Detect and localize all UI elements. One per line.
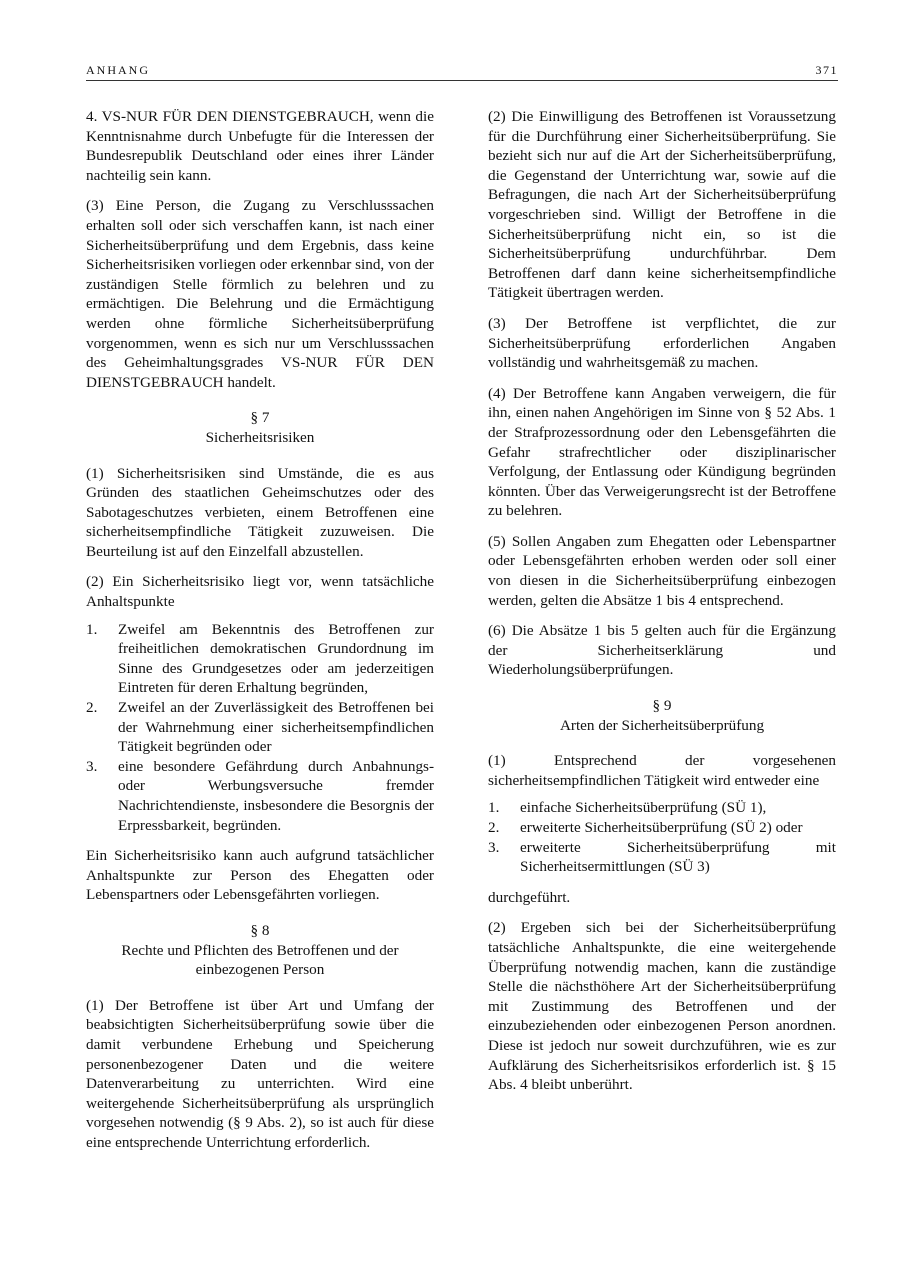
header-section-title: ANHANG bbox=[86, 63, 150, 77]
list-item-number: 3. bbox=[86, 757, 98, 775]
paragraph: (2) Ergeben sich bei der Sicherheitsüberprüfung tatsächliche Anhaltspunkte, die eine weitergehende Überprüfung notwendig machen, kann die zuständige Stelle die nächsthöhere Art der Sicherheitsüberprüfung mit Zustimmung des Betroffenen und der einzubeziehenden oder einbezogenen Person anordnen. Diese ist jedoch nur soweit durchzuführen, wie es zur Aufklärung des Sicherheitsrisikos erforderlich ist. § 15 Abs. 4 bleibt unberührt. bbox=[488, 919, 836, 1094]
section-title: Arten der Sicherheitsüberprüfung bbox=[559, 716, 765, 734]
numbered-list bbox=[488, 798, 836, 876]
list-item-number: 1. bbox=[86, 620, 98, 638]
paragraph: (2) Ein Sicherheitsrisiko liegt vor, wenn tatsächliche Anhaltspunkte bbox=[86, 573, 434, 611]
list-item-number: 2. bbox=[488, 819, 500, 836]
list-item bbox=[488, 818, 836, 838]
section-heading-7 bbox=[86, 408, 434, 447]
paragraph: durchgeführt. bbox=[488, 888, 571, 906]
page-number: 371 bbox=[815, 63, 838, 77]
section-title: einbezogenen Person bbox=[195, 961, 325, 979]
list-item bbox=[488, 798, 836, 818]
section-number: § 7 bbox=[250, 409, 270, 427]
list-item-text: eine besondere Gefährdung durch Anbahnungs- oder Werbungsversuche fremder Nachrichtendienste, insbesondere die Besorgnis der Erpressbarkeit, begründen. bbox=[118, 757, 434, 834]
left-column bbox=[86, 107, 434, 1153]
paragraph: (6) Die Absätze 1 bis 5 gelten auch für die Ergänzung der Sicherheitserklärung und Wiederholungsüberprüfungen. bbox=[488, 622, 836, 679]
section-number: § 9 bbox=[652, 697, 672, 715]
list-item bbox=[86, 620, 434, 698]
section-title: Sicherheitsrisiken bbox=[205, 428, 315, 446]
paragraph: 4. VS-NUR FÜR DEN DIENSTGEBRAUCH, wenn die Kenntnisnahme durch Unbefugte für die Interessen der Bundesrepublik Deutschland oder eines ihrer Länder nachteilig sein kann. bbox=[86, 108, 434, 184]
list-item-text: erweiterte Sicherheitsüberprüfung mit Sicherheitsermittlungen (SÜ 3) bbox=[520, 838, 836, 876]
section-heading-8 bbox=[86, 921, 434, 980]
paragraph: (3) Der Betroffene ist verpflichtet, die zur Sicherheitsüberprüfung erforderlichen Angaben vollständig und wahrheitsgemäß zu machen. bbox=[488, 314, 836, 372]
list-item bbox=[86, 698, 434, 757]
paragraph: (3) Eine Person, die Zugang zu Verschlusssachen erhalten soll oder sich verschaffen kann, ist nach einer Sicherheitsüberprüfung und dem Ergebnis, dass keine Sicherheitsrisiken vorliegen oder erkennbar sind, von der zuständigen Stelle förmlich zu belehren und zu ermächtigen. Die Belehrung und die Ermächtigung werden ohne förmliche Sicherheitsüberprüfung vorgenommen, wenn es sich nur um Verschlusssachen des Geheimhaltungsgrades VS-NUR FÜR DEN DIENSTGEBRAUCH handelt. bbox=[86, 197, 434, 391]
numbered-list bbox=[86, 620, 434, 836]
list-item-number: 1. bbox=[488, 799, 500, 817]
list-item-number: 3. bbox=[488, 838, 500, 856]
paragraph: (1) Sicherheitsrisiken sind Umstände, die es aus Gründen des staatlichen Geheimschutzes oder des Sabotageschutzes verbieten, einem Betroffenen eine sicherheitsempfindliche Tätigkeit zuzuweisen. Die Beurteilung ist auf den Einzelfall abzustellen. bbox=[86, 464, 434, 560]
paragraph: Ein Sicherheitsrisiko kann auch aufgrund tatsächlicher Anhaltspunkte zur Person des Ehegatten oder Lebenspartners oder Lebensgefährten vorliegen. bbox=[86, 847, 434, 904]
paragraph: (1) Der Betroffene ist über Art und Umfang der beabsichtigten Sicherheitsüberprüfung sowie über die damit verbundene Erhebung und Speicherung personenbezogener Daten und die weitere Datenverarbeitung zu unterrichten. Wird eine weitergehende Sicherheitsüberprüfung als ursprünglich vorgesehen notwendig (§ 9 Abs. 2), so ist auch für diese eine entsprechende Unterrichtung erforderlich. bbox=[86, 996, 434, 1151]
right-column bbox=[488, 107, 836, 1095]
section-title: Rechte und Pflichten des Betroffenen und der bbox=[121, 941, 399, 959]
section-heading-9 bbox=[488, 696, 836, 735]
paragraph: (2) Die Einwilligung des Betroffenen ist Voraussetzung für die Durchführung einer Sicherheitsüberprüfung. Sie bezieht sich nur auf die Art der Sicherheitsüberprüfung, die Gegenstand der Unterrichtung war, sowie auf die Befragungen, die nach Art der Sicherheitsüberprüfung vorgeschrieben sind. Willigt der Betroffene in die Sicherheitsüberprüfung nicht ein, so ist die Sicherheitsüberprüfung undurchführbar. Dem Betroffenen darf dann keine sicherheitsempfindliche Tätigkeit übertragen werden. bbox=[488, 108, 836, 302]
list-item-text: erweiterte Sicherheitsüberprüfung (SÜ 2) oder bbox=[520, 819, 803, 836]
section-number: § 8 bbox=[250, 921, 270, 939]
list-item-number: 2. bbox=[86, 699, 98, 717]
paragraph: (5) Sollen Angaben zum Ehegatten oder Lebenspartner oder Lebensgefährten erhoben werden oder soll einer von diesen in die Sicherheitsüberprüfung einbezogen werden, gelten die Absätze 1 bis 4 entsprechend. bbox=[488, 532, 836, 609]
list-item-text: einfache Sicherheitsüberprüfung (SÜ 1), bbox=[520, 799, 767, 817]
running-header bbox=[86, 62, 838, 81]
list-item bbox=[86, 757, 434, 835]
paragraph: (4) Der Betroffene kann Angaben verweigern, die für ihn, einen nahen Angehörigen im Sinne von § 52 Abs. 1 der Strafprozessordnung oder den Lebensgefährten die Gefahr strafrechtlicher oder disziplinarischer Verfolgung, der Entlassung oder Kündigung begründen könnten. Über das Verweigerungsrecht ist der Betroffene zu belehren. bbox=[488, 384, 836, 520]
paragraph: (1) Entsprechend der vorgesehenen sicherheitsempfindlichen Tätigkeit wird entweder eine bbox=[488, 752, 836, 789]
list-item-text: Zweifel an der Zuverlässigkeit des Betroffenen bei der Wahrnehmung einer sicherheitsempfindlichen Tätigkeit begründen oder bbox=[118, 699, 434, 756]
list-item bbox=[488, 838, 836, 877]
list-item-text: Zweifel am Bekenntnis des Betroffenen zur freiheitlichen demokratischen Grundordnung im Sinne des Grundgesetzes oder am jederzeitigen Eintreten für deren Erhaltung begründen, bbox=[118, 620, 434, 697]
